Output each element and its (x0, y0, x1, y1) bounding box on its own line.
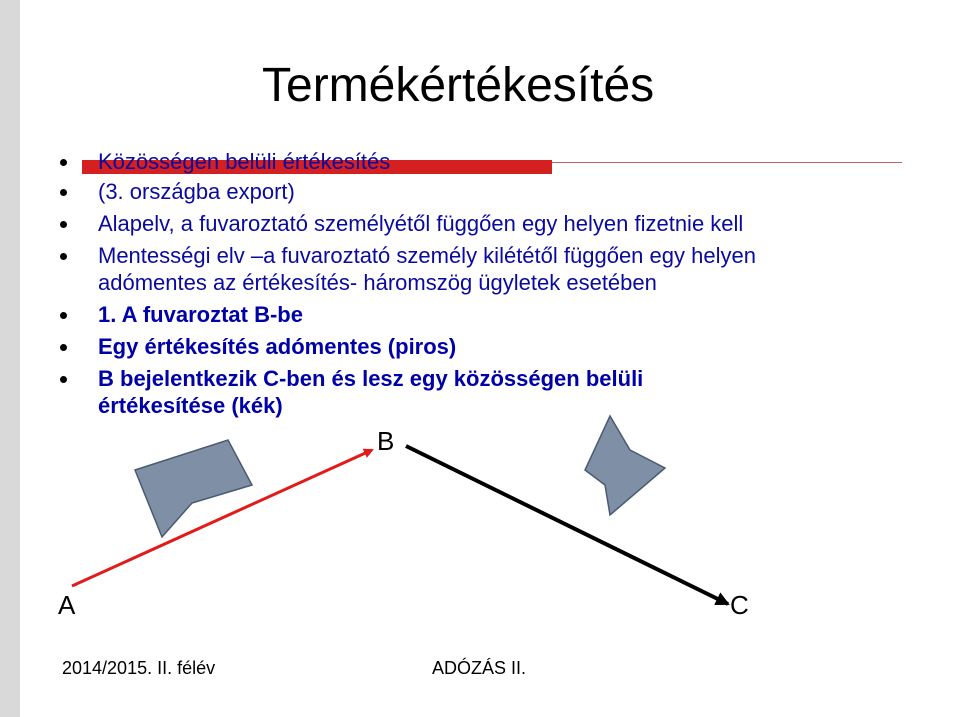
footer-course: ADÓZÁS II. (432, 658, 527, 678)
bullet-text-line2: értékesítése (kék) (98, 393, 283, 418)
black-arrow-b-to-c (406, 446, 728, 604)
bullet-text: 1. A fuvaroztat B-be (98, 302, 303, 327)
bullet-text-line2: adómentes az értékesítés- háromszög ügyletek esetében (98, 270, 657, 295)
slide-title: Termékértékesítés (262, 59, 655, 112)
label-b: B (377, 426, 395, 456)
block-arrow-shape (585, 416, 665, 515)
label-a: A (58, 590, 76, 620)
block-arrow-shape (135, 440, 252, 537)
bullet-text: Egy értékesítés adómentes (piros) (98, 334, 457, 359)
bullet-text: Közösségen belüli értékesítés (98, 149, 391, 174)
bullet-text: (3. országba export) (98, 179, 295, 204)
footer-semester: 2014/2015. II. félév (62, 658, 216, 678)
bullet-text-line1: Mentességi elv –a fuvaroztató személy kilététől függően egy helyen (98, 243, 756, 268)
bullet-text: Alapelv, a fuvaroztató személyétől függően egy helyen fizetnie kell (98, 211, 744, 236)
bullet-text-line1: B bejelentkezik C-ben és lesz egy közösségen belüli (98, 366, 644, 391)
label-c: C (730, 590, 749, 620)
